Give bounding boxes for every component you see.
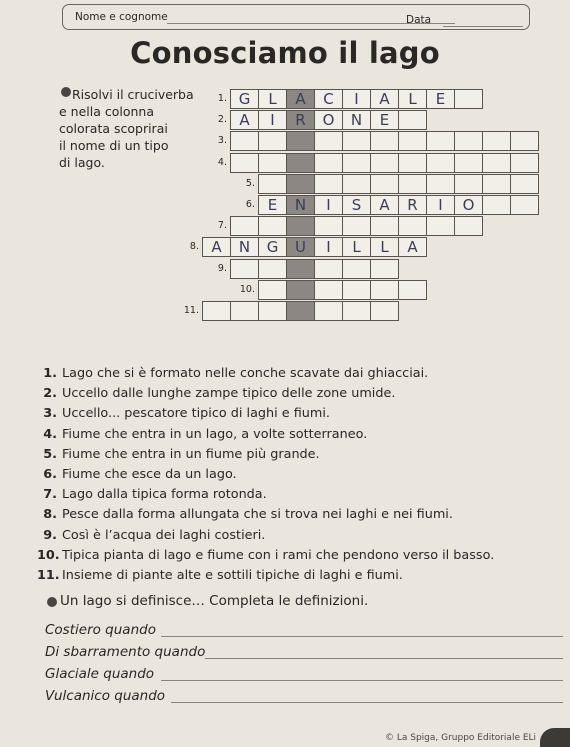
crossword-number: 3. — [217, 135, 227, 147]
instruction-line: di lago. — [59, 155, 105, 170]
crossword-cell[interactable]: A — [370, 195, 399, 215]
crossword-cell[interactable] — [258, 174, 287, 194]
crossword-cell[interactable]: U — [286, 237, 315, 257]
definition-row — [45, 688, 205, 710]
clue-item: 3. Uccello... pescatore tipico di laghi e fiumi. — [43, 406, 330, 422]
crossword-cell[interactable]: G — [230, 89, 259, 109]
definition-label: Di sbarramento quando — [45, 644, 206, 660]
crossword-number: 5. — [245, 177, 255, 189]
name-label: Nome e cognome — [75, 11, 168, 23]
crossword-cell[interactable]: A — [370, 89, 399, 109]
clue-item: 2. Uccello dalle lunghe zampe tipico delle zone umide. — [43, 386, 396, 402]
crossword-cell[interactable] — [398, 280, 427, 300]
clue-item: 4. Fiume che entra in un lago, a volte sotterraneo. — [43, 426, 368, 442]
name-date-box — [62, 4, 530, 30]
crossword-cell[interactable]: E — [426, 89, 455, 109]
crossword-number: 6. — [245, 199, 255, 210]
crossword-cell[interactable] — [510, 174, 539, 194]
clue-item: 5. Fiume che entra in un fiume più grande. — [43, 446, 320, 462]
crossword-cell[interactable]: I — [426, 195, 455, 215]
crossword-cell[interactable] — [286, 153, 315, 173]
definition-answer-line[interactable] — [161, 680, 563, 681]
crossword-cell[interactable]: L — [258, 89, 287, 109]
crossword-cell[interactable] — [314, 153, 343, 173]
crossword-cell[interactable] — [230, 131, 259, 151]
crossword-cell[interactable] — [230, 216, 259, 236]
crossword-cell[interactable]: N — [230, 237, 259, 257]
date-label: Data — [406, 14, 432, 26]
crossword-cell[interactable] — [454, 174, 483, 194]
crossword-cell[interactable] — [482, 131, 511, 151]
instruction-line: Risolvi il cruciverba — [72, 87, 194, 102]
date-field[interactable] — [443, 26, 523, 27]
definition-answer-line[interactable] — [205, 658, 563, 659]
crossword-cell[interactable]: G — [258, 237, 287, 257]
crossword-cell[interactable]: A — [398, 237, 427, 257]
crossword-cell[interactable] — [370, 259, 399, 279]
crossword-cell[interactable] — [230, 153, 259, 173]
crossword-cell[interactable] — [454, 89, 483, 109]
crossword-cell[interactable] — [370, 216, 399, 236]
crossword-cell[interactable] — [398, 216, 427, 236]
bullet-icon — [47, 597, 57, 607]
crossword-cell[interactable] — [286, 216, 315, 236]
crossword-cell[interactable] — [258, 259, 287, 279]
crossword-cell[interactable]: C — [314, 89, 343, 109]
crossword-number: 11. — [183, 305, 199, 316]
crossword-cell[interactable] — [398, 174, 427, 194]
crossword-cell[interactable]: L — [398, 89, 427, 109]
definition-row — [45, 644, 205, 666]
clue-item: 6. Fiume che esce da un lago. — [43, 467, 237, 483]
crossword-cell[interactable] — [286, 174, 315, 194]
crossword-cell[interactable]: A — [286, 89, 315, 109]
crossword-cell[interactable]: E — [370, 110, 399, 130]
crossword-cell[interactable] — [370, 280, 399, 300]
crossword-cell[interactable] — [398, 110, 427, 130]
definition-answer-line[interactable] — [161, 636, 563, 637]
crossword-cell[interactable] — [202, 301, 231, 321]
crossword-cell[interactable] — [482, 174, 511, 194]
definition-answer-line[interactable] — [171, 702, 563, 703]
crossword-cell[interactable]: O — [454, 195, 483, 215]
crossword-cell[interactable] — [258, 301, 287, 321]
crossword-cell[interactable] — [398, 131, 427, 151]
definition-row — [45, 622, 205, 644]
definition-label: Vulcanico quando — [45, 688, 166, 704]
clue-item: 10. Tipica pianta di lago e fiume con i rami che pendono verso il basso. — [37, 547, 495, 563]
crossword-cell[interactable]: I — [342, 89, 371, 109]
crossword-cell[interactable]: R — [286, 110, 315, 130]
crossword-number: 10. — [239, 283, 255, 295]
clue-item: 7. Lago dalla tipica forma rotonda. — [43, 487, 267, 503]
crossword-cell[interactable] — [286, 280, 315, 300]
crossword-cell[interactable] — [342, 259, 371, 279]
crossword-cell[interactable] — [286, 301, 315, 321]
crossword-number: 1. — [217, 93, 227, 104]
crossword-cell[interactable] — [286, 131, 315, 151]
clue-item: 1. Lago che si è formato nelle conche scavate dai ghiacciai. — [43, 366, 429, 381]
crossword-cell[interactable] — [314, 280, 343, 300]
crossword-cell[interactable] — [258, 216, 287, 236]
copyright: © La Spiga, Gruppo Editoriale ELi — [385, 733, 537, 743]
crossword-cell[interactable] — [370, 301, 399, 321]
crossword-cell[interactable] — [342, 174, 371, 194]
crossword-cell[interactable] — [426, 174, 455, 194]
crossword-cell[interactable] — [370, 174, 399, 194]
crossword-cell[interactable] — [342, 280, 371, 300]
crossword-cell[interactable] — [258, 280, 287, 300]
crossword-cell[interactable] — [342, 216, 371, 236]
crossword-cell[interactable] — [230, 301, 259, 321]
crossword-number: 7. — [217, 220, 227, 232]
crossword-cell[interactable]: N — [342, 110, 371, 130]
crossword-cell[interactable]: E — [258, 195, 287, 215]
instruction-line: colorata scoprirai — [59, 121, 168, 136]
clue-item: 11. Insieme di piante alte e sottili tipiche di laghi e fiumi. — [37, 568, 403, 584]
crossword-cell[interactable] — [426, 153, 455, 173]
crossword-cell[interactable] — [258, 131, 287, 151]
crossword-cell[interactable] — [314, 216, 343, 236]
crossword-cell[interactable] — [426, 131, 455, 151]
definitions-prompt: Un lago si definisce… Completa le definizioni. — [60, 593, 369, 609]
page-title: Conosciamo il lago — [130, 36, 440, 70]
crossword-cell[interactable]: R — [398, 195, 427, 215]
crossword-number: 2. — [217, 114, 227, 126]
crossword-cell[interactable] — [314, 259, 343, 279]
crossword-cell[interactable]: I — [314, 195, 343, 215]
crossword-cell[interactable] — [398, 153, 427, 173]
instruction-line: il nome di un tipo — [59, 138, 169, 153]
crossword-cell[interactable]: A — [202, 237, 231, 257]
crossword-cell[interactable]: L — [370, 237, 399, 257]
crossword-cell[interactable] — [314, 174, 343, 194]
crossword-cell[interactable] — [510, 195, 539, 215]
clue-list — [37, 364, 494, 586]
crossword-cell[interactable]: S — [342, 195, 371, 215]
crossword-cell[interactable] — [482, 153, 511, 173]
crossword-number: 4. — [217, 156, 227, 168]
crossword-cell[interactable] — [510, 131, 539, 151]
crossword-cell[interactable] — [342, 153, 371, 173]
definition-row — [45, 666, 205, 688]
crossword-cell[interactable] — [342, 301, 371, 321]
crossword-cell[interactable] — [286, 259, 315, 279]
crossword-cell[interactable]: A — [230, 110, 259, 130]
crossword-cell[interactable] — [510, 153, 539, 173]
instruction-line: e nella colonna — [59, 104, 155, 119]
crossword-cell[interactable]: O — [314, 110, 343, 130]
crossword-cell[interactable] — [454, 131, 483, 151]
definition-label: Costiero quando — [45, 622, 156, 638]
clue-item: 8. Pesce dalla forma allungata che si trova nei laghi e nei fiumi. — [43, 507, 453, 523]
instructions — [59, 86, 199, 171]
crossword-cell[interactable] — [482, 195, 511, 215]
crossword-cell[interactable]: L — [342, 237, 371, 257]
crossword-number: 8. — [189, 241, 199, 253]
crossword-cell[interactable] — [342, 131, 371, 151]
crossword-cell[interactable] — [370, 153, 399, 173]
crossword-cell[interactable]: N — [286, 195, 315, 215]
crossword-cell[interactable]: I — [314, 237, 343, 257]
crossword-cell[interactable] — [454, 216, 483, 236]
crossword-cell[interactable] — [454, 153, 483, 173]
crossword-cell[interactable] — [258, 153, 287, 173]
definition-label: Glaciale quando — [45, 666, 155, 682]
crossword-cell[interactable] — [230, 259, 259, 279]
crossword-cell[interactable]: I — [258, 110, 287, 130]
crossword-cell[interactable] — [314, 301, 343, 321]
crossword-cell[interactable] — [426, 216, 455, 236]
crossword-cell[interactable] — [370, 131, 399, 151]
crossword-number: 9. — [217, 262, 227, 274]
crossword-cell[interactable] — [314, 131, 343, 151]
definitions-list — [45, 622, 205, 710]
clue-item: 9. Così è l’acqua dei laghi costieri. — [43, 527, 266, 543]
page-number-tab — [540, 728, 570, 747]
